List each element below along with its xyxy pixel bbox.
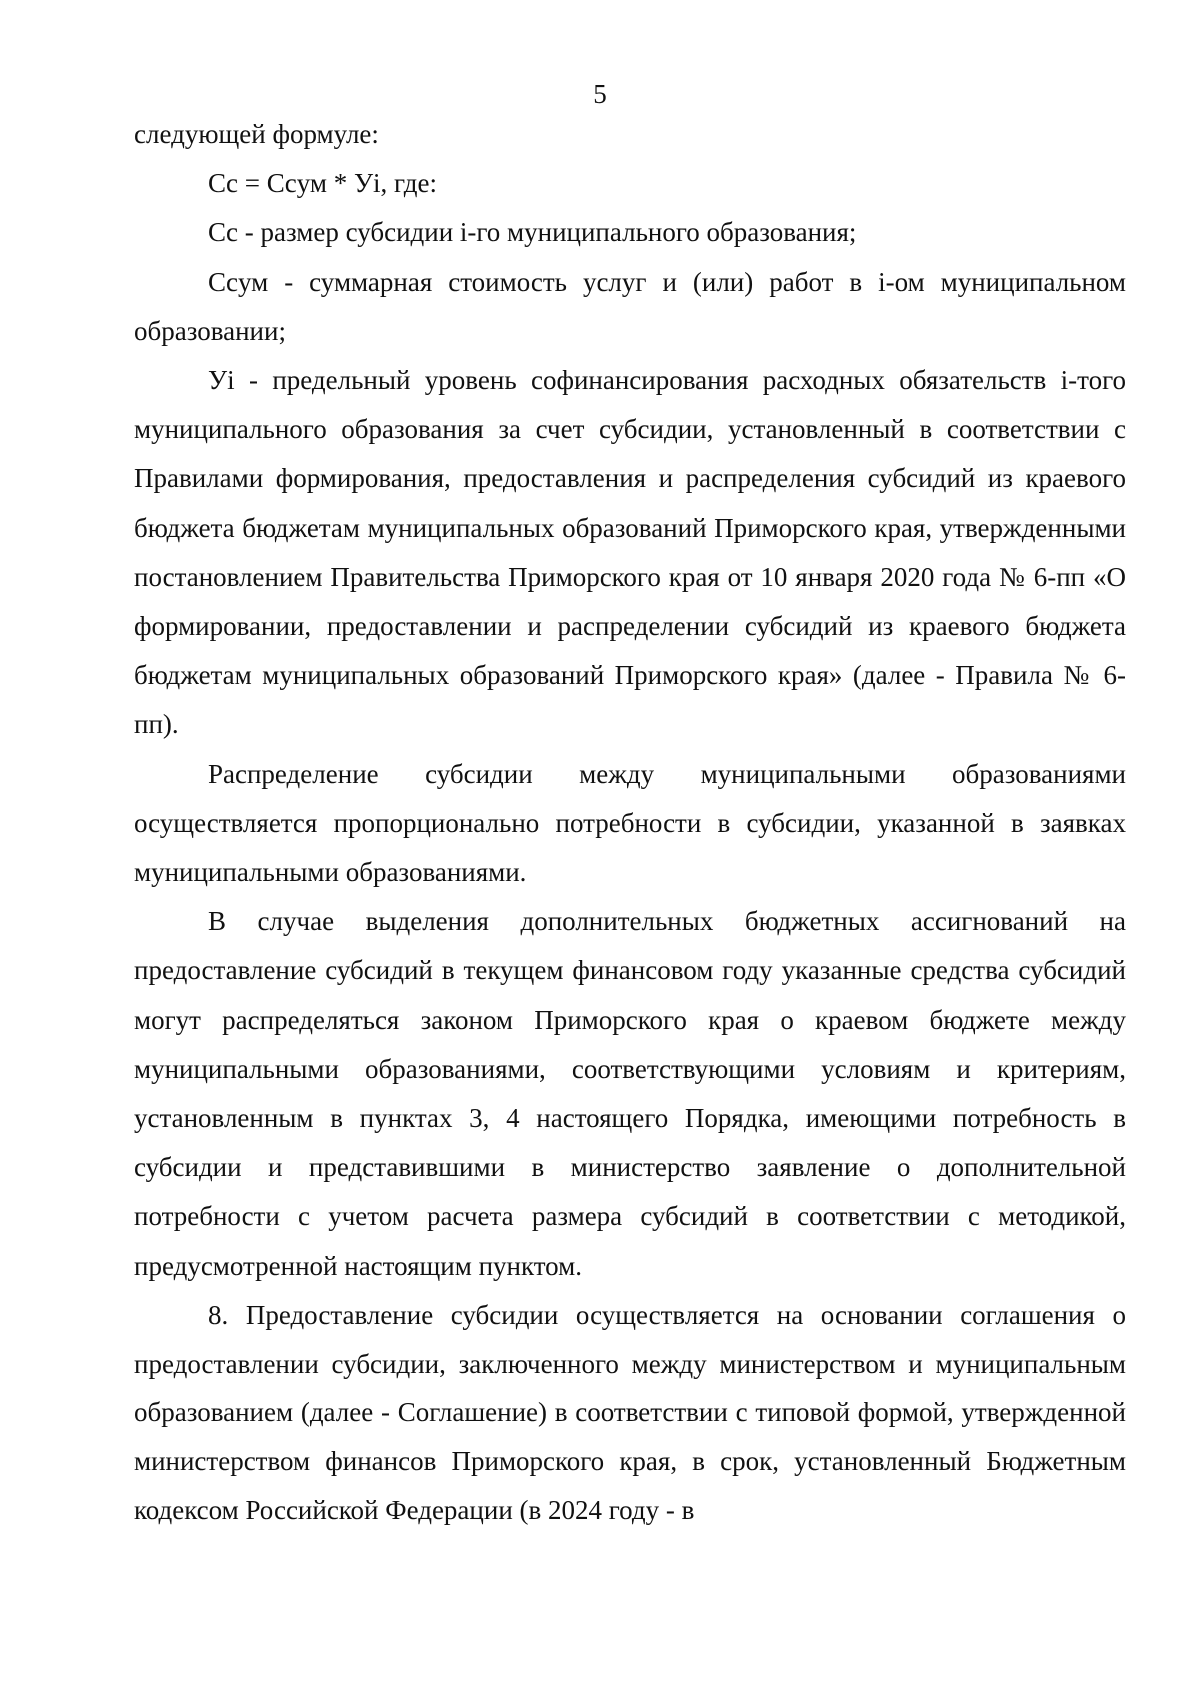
paragraph-formula: Cc = Ccум * Уi, где: — [208, 168, 438, 199]
paragraph-formula-intro: следующей формуле: — [134, 119, 379, 149]
document-body — [134, 110, 1126, 1535]
paragraph-definition-cc: Cc - размер субсидии i-го муниципального образования; — [208, 217, 857, 248]
paragraph-additional-allocations: В случае выделения дополнительных бюджетных ассигнований на предоставление субсидий в текущем финансовом году указанные средства субсидий могут распределяться законом Приморского края о краевом бюджете между муниципальными образованиями, соответствующими условиям и критериям, установленным в пунктах 3, 4 настоящего Порядка, имеющими потребность в субсидии и представившими в министерство заявление о дополнительной потребности с учетом расчета размера субсидий в соответствии с методикой, предусмотренной настоящим пунктом. — [134, 906, 1126, 1281]
paragraph-definition-ui: Уi - предельный уровень софинансирования расходных обязательств i-того муниципального образования за счет субсидии, установленный в соответствии с Правилами формирования, предоставления и распределения субсидий из краевого бюджета бюджетам муниципальных образований Приморского края, утвержденными постановлением Правительства Приморского края от 10 января 2020 года № 6-пп «О формировании, предоставлении и распределении субсидий из краевого бюджета бюджетам муниципальных образований Приморского края» (далее - Правила № 6-пп). — [134, 365, 1126, 740]
page-number: 5 — [593, 79, 607, 109]
paragraph-definition-ccum: Ccум - суммарная стоимость услуг и (или) работ в i-ом муниципальном образовании; — [134, 266, 1126, 346]
paragraph-distribution: Распределение субсидии между муниципальными образованиями осуществляется пропорционально потребности в субсидии, указанной в заявках муниципальными образованиями. — [134, 758, 1126, 888]
paragraph-item-8: 8. Предоставление субсидии осуществляется на основании соглашения о предоставлении субсидии, заключенного между министерством и муниципальным образованием (далее - Соглашение) в соответствии с типовой формой, утвержденной министерством финансов Приморского края, в срок, установленный Бюджетным кодексом Российской Федерации (в 2024 году - в — [134, 1299, 1126, 1526]
